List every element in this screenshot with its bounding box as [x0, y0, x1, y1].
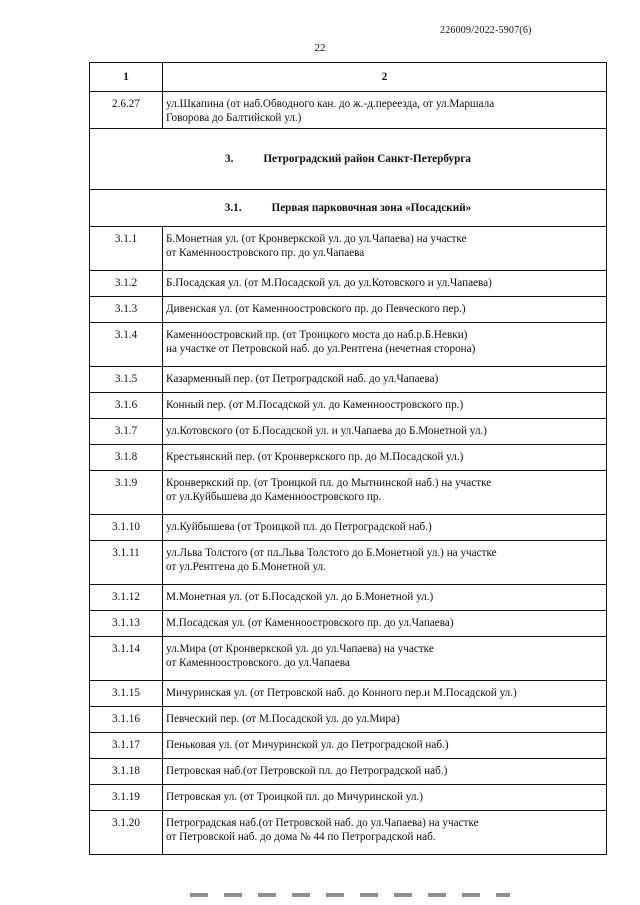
row-description-line: от Петровской наб. до дома № 44 по Петроградской наб.	[166, 831, 436, 843]
table-row	[90, 297, 607, 323]
row-number: 3.1.17	[90, 733, 163, 759]
row-number: 3.1.10	[90, 515, 163, 541]
row-description-line: ул.Куйбышева (от Троицкой пл. до Петроградской наб.)	[166, 521, 432, 533]
row-description	[163, 297, 607, 323]
table-row	[90, 471, 607, 515]
row-number: 3.1.12	[90, 585, 163, 611]
table-row	[90, 515, 607, 541]
row-description-line: Говорова до Балтийской ул.)	[166, 112, 302, 124]
document-number: 226009/2022-5907(6)	[440, 25, 532, 36]
table-row	[90, 785, 607, 811]
row-number: 3.1.19	[90, 785, 163, 811]
table-row	[90, 811, 607, 855]
table-row	[90, 611, 607, 637]
row-number: 3.1.6	[90, 393, 163, 419]
column-header-2: 2	[163, 63, 607, 92]
row-number: 3.1.18	[90, 759, 163, 785]
table-row	[90, 323, 607, 367]
row-number: 3.1.15	[90, 681, 163, 707]
column-header-1: 1	[90, 63, 163, 92]
table-row	[90, 271, 607, 297]
row-description-line: от ул.Рентгена до Б.Монетной ул.	[166, 561, 326, 573]
table-row	[90, 419, 607, 445]
section-number: 3.	[224, 153, 234, 165]
table-row	[90, 707, 607, 733]
page-number: 22	[314, 42, 326, 54]
row-description	[163, 393, 607, 419]
table-row	[90, 585, 607, 611]
subsection-title: Первая парковочная зона «Посадский»	[271, 202, 472, 214]
streets-table	[89, 62, 607, 855]
row-number: 3.1.3	[90, 297, 163, 323]
row-description-line: Пеньковая ул. (от Мичуринской ул. до Петроградской наб.)	[166, 739, 449, 751]
row-description-line: Конный пер. (от М.Посадской ул. до Каменноостровского пр.)	[166, 399, 464, 411]
table-row	[90, 759, 607, 785]
row-description-line: на участке от Петровской наб. до ул.Рентгена (нечетная сторона)	[166, 343, 476, 355]
row-description	[163, 707, 607, 733]
row-description	[163, 419, 607, 445]
row-description-line: Казарменный пер. (от Петроградской наб. до ул.Чапаева)	[166, 373, 439, 385]
row-description-line: Крестьянский пер. (от Кронверкского пр. до М.Посадской ул.)	[166, 451, 464, 463]
row-description	[163, 367, 607, 393]
row-description-line: от Каменноостровского. до ул.Чапаева	[166, 657, 350, 669]
table-row	[90, 681, 607, 707]
section-heading-row	[90, 129, 607, 190]
row-description	[163, 585, 607, 611]
row-description	[163, 92, 607, 129]
row-description	[163, 323, 607, 367]
row-description-line: Мичуринская ул. (от Петровской наб. до Конного пер.и М.Посадской ул.)	[166, 687, 517, 699]
row-number: 3.1.9	[90, 471, 163, 515]
row-number: 3.1.13	[90, 611, 163, 637]
row-description-line: Певческий пер. (от М.Посадской ул. до ул.Мира)	[166, 713, 400, 725]
row-number: 3.1.7	[90, 419, 163, 445]
row-description-line: Петровская ул. (от Троицкой пл. до Мичуринской ул.)	[166, 791, 423, 803]
row-description-line: ул.Шкапина (от наб.Обводного кан. до ж.-д.переезда, от ул.Маршала	[166, 98, 495, 110]
row-description-line: Б.Посадская ул. (от М.Посадской ул. до ул.Котовского и ул.Чапаева)	[166, 277, 492, 289]
row-number: 3.1.11	[90, 541, 163, 585]
table-row	[90, 541, 607, 585]
row-description-line: Дивенская ул. (от Каменноостровского пр. до Певческого пер.)	[166, 303, 466, 315]
row-description	[163, 681, 607, 707]
row-description-line: от Каменноостровского пр. до ул.Чапаева	[166, 247, 365, 259]
row-description-line: Б.Монетная ул. (от Кронверкской ул. до ул.Чапаева) на участке	[166, 233, 467, 245]
table-row	[90, 367, 607, 393]
row-description-line: Петровская наб.(от Петровской пл. до Петроградской наб.)	[166, 765, 448, 777]
row-description-line: ул.Котовского (от Б.Посадской ул. и ул.Чапаева до Б.Монетной ул.)	[166, 425, 487, 437]
table-row	[90, 393, 607, 419]
row-description-line: ул.Льва Толстого (от пл.Льва Толстого до Б.Монетной ул.) на участке	[166, 547, 497, 559]
row-number: 3.1.14	[90, 637, 163, 681]
table-row	[90, 445, 607, 471]
row-number: 3.1.20	[90, 811, 163, 855]
row-number: 3.1.16	[90, 707, 163, 733]
row-description	[163, 733, 607, 759]
row-description	[163, 471, 607, 515]
cut-off-text-fragment	[190, 893, 510, 897]
row-description-line: Петроградская наб.(от Петровской наб. до ул.Чапаева) на участке	[166, 817, 479, 829]
row-number: 3.1.2	[90, 271, 163, 297]
subsection-number: 3.1.	[224, 202, 242, 214]
section-title: Петроградский район Санкт-Петербурга	[263, 153, 472, 165]
section-heading	[90, 129, 607, 190]
row-description	[163, 541, 607, 585]
row-number: 3.1.1	[90, 227, 163, 271]
row-description	[163, 271, 607, 297]
table-row	[90, 733, 607, 759]
table-row	[90, 92, 607, 129]
row-description	[163, 785, 607, 811]
row-number: 2.6.27	[90, 92, 163, 129]
table-header-row	[90, 63, 607, 92]
row-description-line: М.Посадская ул. (от Каменноостровского пр. до ул.Чапаева)	[166, 617, 454, 629]
row-description	[163, 611, 607, 637]
subsection-heading	[90, 190, 607, 227]
row-description	[163, 637, 607, 681]
row-number: 3.1.4	[90, 323, 163, 367]
row-description	[163, 515, 607, 541]
row-number: 3.1.5	[90, 367, 163, 393]
row-number: 3.1.8	[90, 445, 163, 471]
subsection-heading-row	[90, 190, 607, 227]
row-description	[163, 811, 607, 855]
row-description-line: М.Монетная ул. (от Б.Посадской ул. до Б.Монетной ул.)	[166, 591, 434, 603]
row-description	[163, 227, 607, 271]
row-description-line: от ул.Куйбышева до Каменноостровского пр.	[166, 491, 382, 503]
row-description	[163, 445, 607, 471]
table-row	[90, 227, 607, 271]
row-description	[163, 759, 607, 785]
row-description-line: Каменноостровский пр. (от Троицкого моста до наб.р.Б.Невки)	[166, 329, 468, 341]
table-row	[90, 637, 607, 681]
row-description-line: Кронверкский пр. (от Троицкой пл. до Мытнинской наб.) на участке	[166, 477, 492, 489]
row-description-line: ул.Мира (от Кронверкской ул. до ул.Чапаева) на участке	[166, 643, 434, 655]
